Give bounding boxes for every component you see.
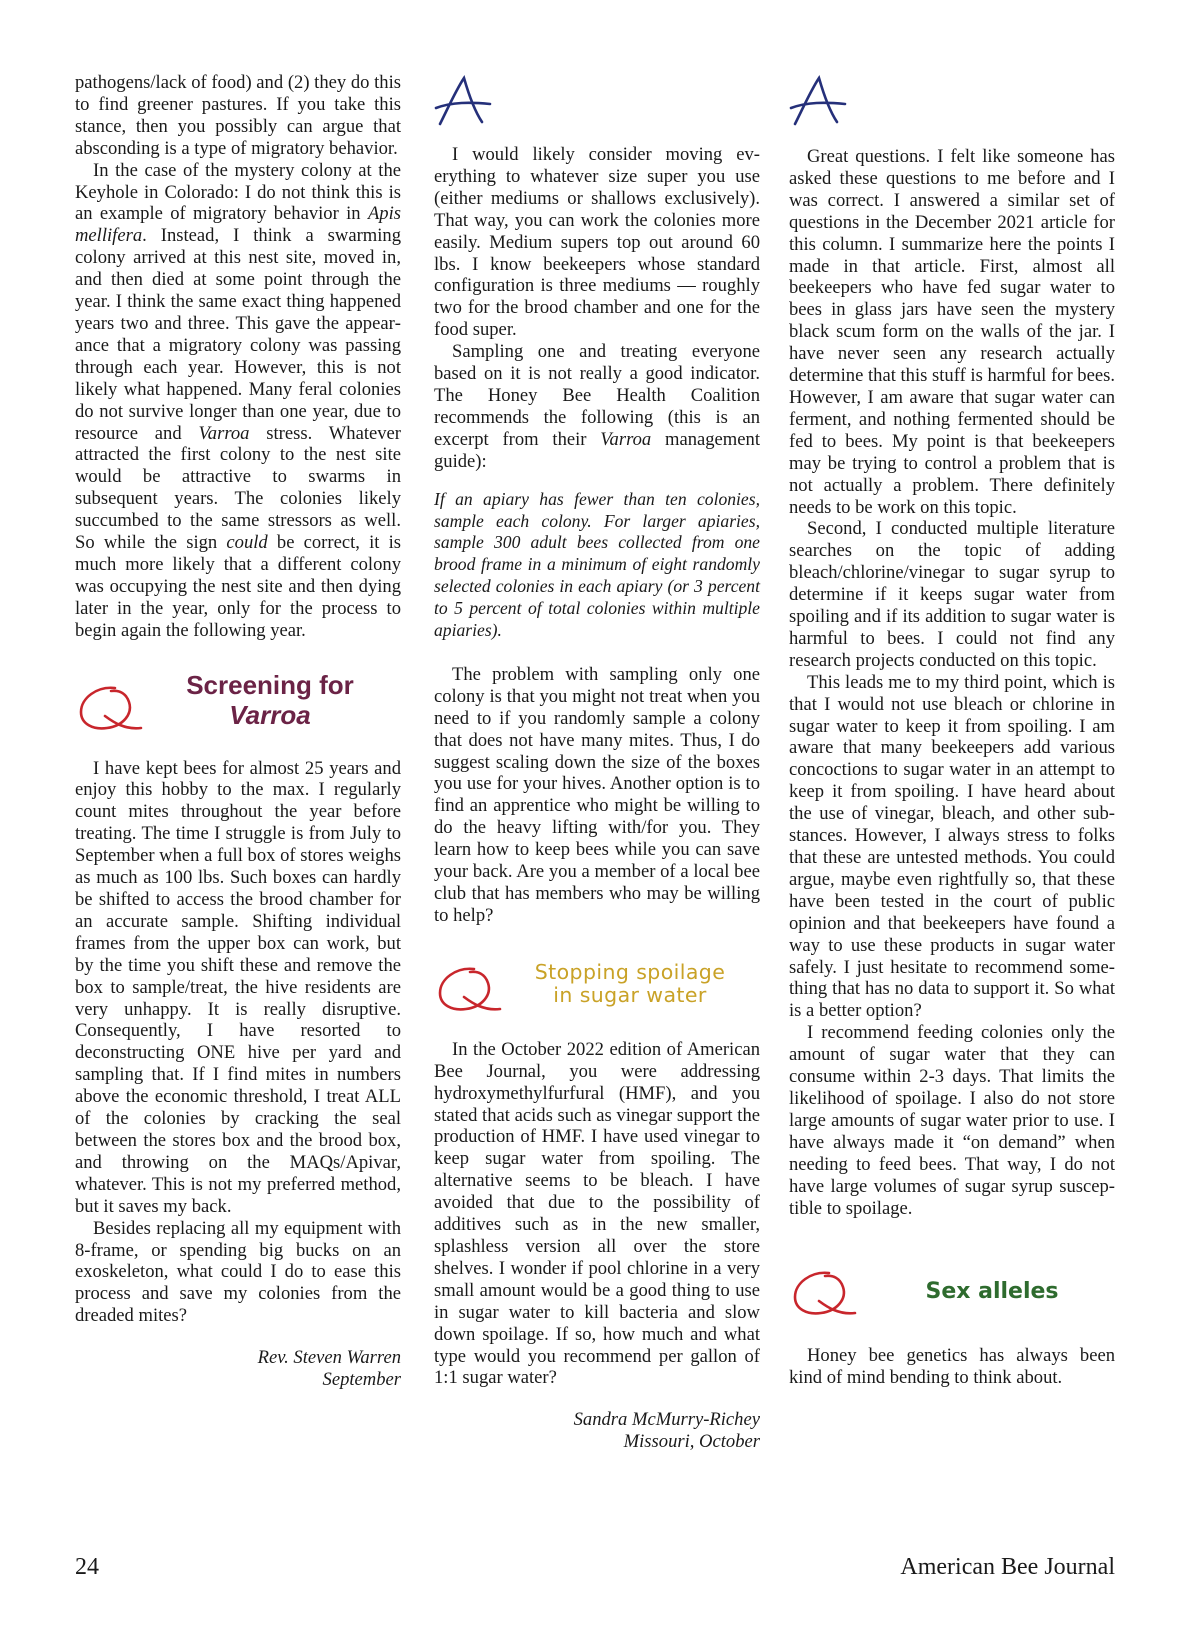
question-heading-spoilage [434, 943, 760, 1039]
question-title-line: Varroa [229, 699, 311, 730]
text-run: management guide): [434, 428, 760, 472]
species-name: Apis mellifera [75, 203, 401, 247]
answer-paragraph: Second, I conducted multiple literature searches on the topic of adding bleach/chlorine/vinegar to sugar syrup to determine if it keeps sugar water from spoiling and if its addition to sugar water is harmful to bees. I could not find any research projects conducted on this topic. [789, 518, 1115, 671]
answer-paragraph: Great questions. I felt like someone has asked these questions to me before and I was correct. I answered a similar set of questions in the December 2021 article for this column. I summarize here the points I made in that article. First, almost all beekeepers who have fed sugar water to bees in glass jars have seen the mystery black scum form on the walls of the jar. I have never seen any research actually determine that this stuff is harmful for bees. However, I am aware that sugar water can ferment, and nothing fermented should be fed to bees. My point is that beekeepers may be trying to control a problem that is not actually a problem. There definitely needs to be work on this topic. [789, 146, 1115, 518]
answer-paragraph: I would likely consider moving everything to whatever size super you use (either mediums or shallows exclusively). That way, you can work the colonies more easily. Medium supers top out around 60 lbs. I know beekeepers whose standard configuration is three mediums — roughly two for the brood chamber and one for the food super. [434, 144, 760, 341]
text-run: Sampling one and treating everyone based on it is not really a good indicator. The Honey Bee Health Coalition recommends the following (this is an excerpt from their [434, 341, 760, 450]
text-run: stress. Whatever attracted the first colony to the nest site would be attractive to swarms in subsequent years. The colonies likely succumbed to the same stressors as well. So while the sign [75, 422, 401, 554]
text-run: In the case of the mystery colony at the Keyhole in Colorado: I do not think this is an example of migratory behavior in [75, 159, 401, 225]
answer-heading [434, 59, 760, 144]
question-paragraph: I have kept bees for almost 25 years and enjoy this hobby to the max. I regularly count mites throughout the year before treating. The time I struggle is from July to September when a full box of stores weighs as much as 100 lbs. Such boxes can hardly be shifted to access the brood chamber for an accurate sample. Shifting individual frames from the upper box can work, but by the time you shift these and remove the box to sample/treat, the hive residents are very unhappy. It is really disruptive. Consequently, I have resorted to deconstructing ONE hive per yard and sampling that. If I find mites in numbers above the economic threshold, I treat ALL of the colonies by cracking the seal between the stores box and the brood box, and throwing on the MAQs/Apivar, whatever. This is not my preferred method, but it saves my back. [75, 757, 401, 1217]
question-q-icon [789, 1263, 861, 1323]
emphasis-word: could [226, 532, 268, 554]
answer-paragraph: This leads me to my third point, which is that I would not use bleach or chlorine in sugar water to keep it from spoiling. I am aware that many beekeepers add various concoctions to sugar water in an attempt to keep it from spoiling. I have heard about the use of vinegar, bleach, and other substances. However, I always stress to folks that these are untested methods. You could argue, maybe even rightfully so, that these have been tested in the court of public opinion and that beekeepers have found a way to use these products in sugar water safely. I just hesitate to recommend something that has no data to support it. So what is a better option? [789, 671, 1115, 1022]
column-2 [434, 59, 760, 1453]
answer-a-icon [434, 59, 494, 132]
page-number: 24 [75, 1554, 99, 1580]
body-paragraph [75, 160, 401, 642]
question-title [510, 961, 750, 1007]
signature-date: Missouri, October [623, 1431, 760, 1453]
answer-paragraph [434, 341, 760, 472]
column-3 [789, 59, 1115, 1389]
question-paragraph: Besides replacing all my equipment with 8-frame, or spending big bucks on an exoskeleton, what could I do to ease this process and save my colonies from the dreaded mites? [75, 1217, 401, 1327]
publication-name: American Bee Journal [900, 1554, 1115, 1580]
answer-paragraph: The problem with sampling only one colony is that you might not treat when you need to if you randomly sample a colony that does not have many mites. Thus, I do suggest scaling down the size of the boxes you use for your hives. Another option is to find an apprentice who might be willing to do the heavy lifting with/for you. They learn how to keep bees while you can save your back. Are you a member of a local bee club that has members who may be willing to help? [434, 663, 760, 926]
signature-name: Rev. Steven Warren [257, 1347, 401, 1369]
varroa-term: Varroa [600, 428, 652, 450]
question-title-line: in sugar water [553, 982, 707, 1007]
question-paragraph: In the October 2022 edition of American Bee Journal, you were addressing hydroxymethylfurfural (HMF), and you stated that acids such as vinegar support the production of HMF. I have used vinegar to keep sugar water from spoiling. The alternative seems to be bleach. I have avoided that due to the possibility of additives such as in the new smaller, splashless version all over the store shelves. I wonder if pool chlorine in a very small amount would be a good thing to use in sugar water to kill bacteria and slow down spoilage. If so, how much and what type would you recommend per gallon of 1:1 sugar water? [434, 1038, 760, 1389]
question-title [155, 670, 385, 730]
body-paragraph: pathogens/lack of food) and (2) they do this to find greener pastures. If you take this stance, then you possibly can argue that absconding is a type of migratory behavior. [75, 72, 401, 159]
answer-a-icon [789, 59, 849, 132]
question-title-line: Screening for [186, 669, 354, 700]
varroa-term: Varroa [198, 422, 250, 444]
text-run: be correct, it is much more likely that a different colony was occupying the nest site and then dying later in the year, only for the process to begin again the following year. [75, 532, 401, 641]
question-heading-varroa [75, 658, 401, 758]
question-q-icon [75, 678, 147, 738]
answer-paragraph: I recommend feeding colonies only the amount of sugar water that they can consume within 2-3 days. That limits the likelihood of spoilage. I also do not store large amounts of sugar water prior to use. I have always made it “on demand” when needing to feed bees. That way, I do not have large volumes of sugar syrup susceptible to spoilage. [789, 1022, 1115, 1219]
question-q-icon [434, 959, 506, 1019]
answer-heading [789, 59, 1115, 146]
question-heading-sex-alleles [789, 1245, 1115, 1345]
text-run: . Instead, I think a swarming colony arrived at this nest site, moved in, and then died at some point through the year. I think the same exact thing happened years two and three. This gave the appearance that a migratory colony was passing through each year. However, this is not likely what happened. Many feral colonies do not survive longer than one year, due to resource and [75, 225, 401, 444]
column-1 [75, 72, 401, 1391]
question-title: Sex alleles [925, 1279, 1059, 1305]
question-title-line: Stopping spoilage [534, 959, 726, 984]
answer-letter: A [789, 59, 801, 76]
signature-name: Sandra McMurry-Richey [573, 1409, 760, 1431]
answer-letter: A [434, 59, 446, 76]
block-quote: If an apiary has fewer than ten colonies, sample each colony. For larger apiaries, sample 300 adult bees collected from one brood frame in a minimum of eight randomly selected colonies in each apiary (or 3 percent to 5 percent of total colonies within multiple apiaries). [434, 488, 760, 641]
question-paragraph: Honey bee genetics has always been kind of mind bending to think about. [789, 1345, 1115, 1389]
signature-date: September [322, 1369, 401, 1391]
